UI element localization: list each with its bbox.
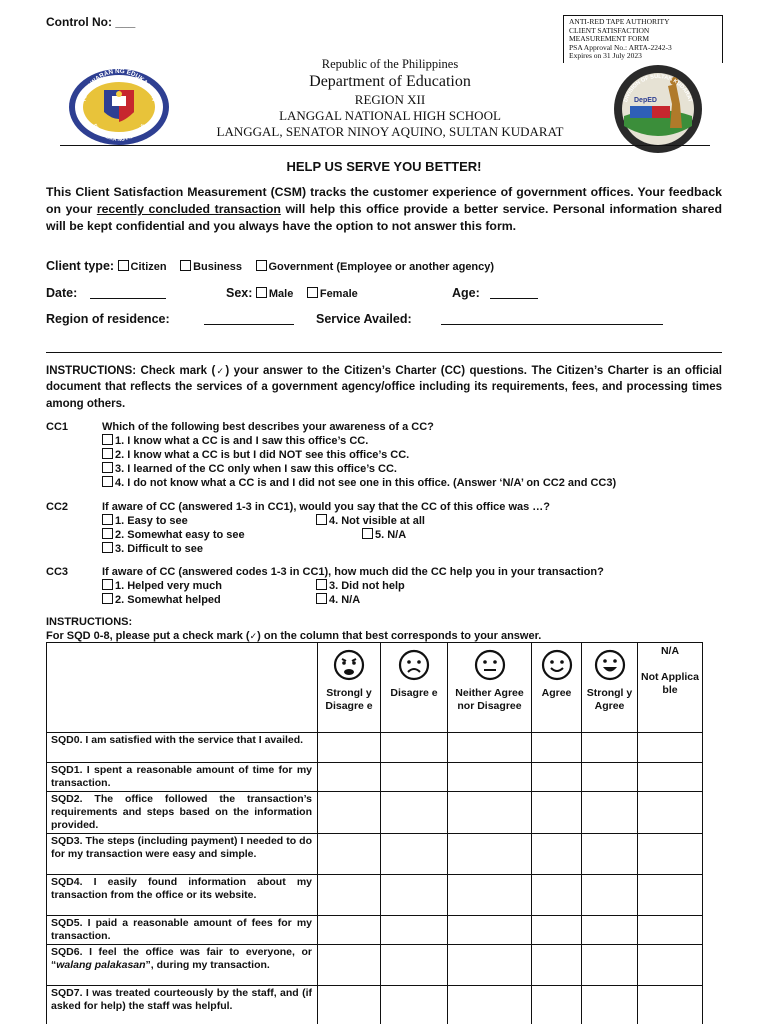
sqd4-neutral-cell[interactable]: [448, 875, 532, 916]
sqd0-strongly-disagree-cell[interactable]: [318, 733, 381, 763]
intro-underlined: recently concluded transaction: [96, 201, 281, 216]
sqd1-question: SQD1. I spent a reasonable amount of time for my transaction.: [47, 763, 318, 792]
female-label: Female: [319, 288, 358, 300]
cc2-option-4-checkbox[interactable]: [316, 514, 327, 525]
col-label-na: N/A Not Applica ble: [641, 645, 699, 696]
left-seal-top-text: KAGAWARAN NG EDUKASYON: [80, 68, 158, 102]
region-label: Region of residence:: [46, 312, 170, 326]
sqd6-strongly-agree-cell[interactable]: [582, 945, 638, 986]
sqd3-strongly-agree-cell[interactable]: [582, 834, 638, 875]
form-title: HELP US SERVE YOU BETTER!: [286, 159, 482, 174]
cc3-option-2-checkbox[interactable]: [102, 593, 113, 604]
sqd3-question: SQD3. The steps (including payment) I needed to do for my transaction were easy and simple.: [47, 834, 318, 875]
cc3-option-3-label: 3. Did not help: [329, 580, 405, 592]
cc2-question: If aware of CC (answered 1-3 in CC1), would you say that the CC of this office was …?: [102, 501, 551, 513]
agree-face-icon: [541, 649, 573, 681]
cc2-option-2: [102, 528, 245, 542]
sqd5-neutral-cell[interactable]: [448, 916, 532, 945]
sqd2-neutral-cell[interactable]: [448, 792, 532, 834]
cc-instr-text-2: ) your answer to the Citizen’s Charter (CC) questions. The Citizen’s Charter is an official document that reflects the services of a government agency/office including its requirements, fees, and processing times among others.: [46, 365, 722, 410]
sqd5-strongly-disagree-cell[interactable]: [318, 916, 381, 945]
col-label-disagree: Disagre e: [390, 687, 438, 699]
sqd6-disagree-cell[interactable]: [381, 945, 448, 986]
sqd4-strongly-agree-cell[interactable]: [582, 875, 638, 916]
sqd5-agree-cell[interactable]: [532, 916, 582, 945]
address-line: LANGGAL, SENATOR NINOY AQUINO, SULTAN KUDARAT: [216, 124, 564, 139]
cc2-option-1: [102, 514, 188, 528]
header-divider: [60, 145, 710, 146]
letterhead: [180, 57, 600, 140]
government-checkbox[interactable]: [256, 260, 267, 271]
cc2-option-3: [102, 542, 203, 556]
sqd7-agree-cell[interactable]: [532, 986, 582, 1024]
intro-text-1: This Client Satisfaction Measurement (CSM) tracks the customer experience of government offices. Your feedback on your: [46, 185, 722, 216]
sqd1-strongly-disagree-cell[interactable]: [318, 763, 381, 792]
cc3-option-2-label: 2. Somewhat helped: [115, 594, 221, 606]
cc2-option-4: [316, 514, 425, 528]
sqd6-agree-cell[interactable]: [532, 945, 582, 986]
cc3-option-3-checkbox[interactable]: [316, 579, 327, 590]
sqd4-question: SQD4. I easily found information about my transaction from the office or its website.: [47, 875, 318, 916]
arta-line-3: MEASUREMENT FORM: [569, 34, 650, 44]
sqd3-neutral-cell[interactable]: [448, 834, 532, 875]
cc3-option-4-label: 4. N/A: [329, 594, 361, 606]
cc2-option-4-label: 4. Not visible at all: [329, 515, 425, 527]
age-field[interactable]: [490, 287, 538, 299]
sqd5-na-cell[interactable]: [638, 916, 703, 945]
client-type-row: [46, 259, 494, 273]
sqd0-disagree-cell[interactable]: [381, 733, 448, 763]
service-field[interactable]: [441, 313, 663, 325]
cc-instructions: [46, 363, 722, 412]
sqd6-neutral-cell[interactable]: [448, 945, 532, 986]
sqd7-na-cell[interactable]: [638, 986, 703, 1024]
control-number: Control No: ___: [46, 15, 136, 29]
sqd-header-row: [47, 643, 703, 733]
cc2-option-2-checkbox[interactable]: [102, 528, 113, 539]
sqd0-na-cell[interactable]: [638, 733, 703, 763]
sqd5-question: SQD5. I paid a reasonable amount of fees for my transaction.: [47, 916, 318, 945]
cc1-option-2-checkbox[interactable]: [102, 448, 113, 459]
sqd4-na-cell[interactable]: [638, 875, 703, 916]
sqd4-disagree-cell[interactable]: [381, 875, 448, 916]
sqd-header-blank: [47, 643, 318, 733]
division-seal-icon: [612, 64, 704, 154]
cc1-question: Which of the following best describes your awareness of a CC?: [102, 421, 434, 433]
male-checkbox[interactable]: [256, 287, 267, 298]
sqd7-question: SQD7. I was treated courteously by the staff, and (if asked for help) the staff was helpful.: [47, 986, 318, 1024]
cc1-option-1-label: 1. I know what a CC is and I saw this office’s CC.: [115, 435, 369, 447]
female-checkbox[interactable]: [307, 287, 318, 298]
sqd1-strongly-agree-cell[interactable]: [582, 763, 638, 792]
sqd2-strongly-disagree-cell[interactable]: [318, 792, 381, 834]
cc3-question: If aware of CC (answered codes 1-3 in CC1), how much did the CC help you in your transaction?: [102, 566, 604, 578]
cc1-option-3-checkbox[interactable]: [102, 462, 113, 473]
government-label: Government (Employee or another agency): [268, 261, 495, 273]
cc3-code: CC3: [46, 566, 69, 578]
republic-line: Republic of the Philippines: [321, 57, 459, 71]
cc3-option-1: [102, 579, 222, 593]
sqd1-neutral-cell[interactable]: [448, 763, 532, 792]
cc1-option-3-label: 3. I learned of the CC only when I saw this office’s CC.: [115, 463, 397, 475]
arta-form-box: [563, 15, 723, 63]
intro-paragraph: [46, 184, 722, 234]
cc2-option-3-checkbox[interactable]: [102, 542, 113, 553]
sqd-instr-label: INSTRUCTIONS:: [46, 616, 133, 628]
sqd7-strongly-agree-cell[interactable]: [582, 986, 638, 1024]
cc1-option-1: [102, 434, 368, 448]
sqd1-agree-cell[interactable]: [532, 763, 582, 792]
intro-text-2: will help this office provide a better service. Personal information shared will be kept confidential and you always have the option to not answer this form.: [46, 201, 722, 233]
age-label: Age:: [452, 286, 480, 300]
department-line: Department of Education: [309, 73, 471, 90]
cc1-option-1-checkbox[interactable]: [102, 434, 113, 445]
sqd3-agree-cell[interactable]: [532, 834, 582, 875]
sqd2-na-cell[interactable]: [638, 792, 703, 834]
cc2-option-5-label: 5. N/A: [375, 529, 407, 541]
sqd-instr-text-2: ) on the column that best corresponds to your answer.: [257, 630, 542, 642]
table-row: [47, 986, 703, 1024]
strongly-agree-face-icon: [594, 649, 626, 681]
section-divider: [46, 352, 722, 353]
sqd2-strongly-agree-cell[interactable]: [582, 792, 638, 834]
cc3-option-3: [316, 579, 405, 593]
arta-line-4: PSA Approval No.: ARTA-2242-3: [569, 42, 672, 52]
right-seal-badge: DepED: [634, 97, 657, 104]
cc1-option-3: [102, 462, 397, 476]
sqd2-question: SQD2. The office followed the transaction’s requirements and steps based on the information provided.: [47, 792, 318, 834]
sqd5-disagree-cell[interactable]: [381, 916, 448, 945]
cc3-option-1-checkbox[interactable]: [102, 579, 113, 590]
col-agree: [532, 643, 582, 733]
table-row: [47, 792, 703, 834]
cc3-option-2: [102, 593, 221, 607]
cc1-code: CC1: [46, 421, 69, 433]
col-strongly-agree: [582, 643, 638, 733]
table-row: [47, 733, 703, 763]
table-row: [47, 834, 703, 875]
cc-instr-text-1: Check mark (: [136, 365, 216, 377]
sqd3-na-cell[interactable]: [638, 834, 703, 875]
cc2-option-5-checkbox[interactable]: [362, 528, 373, 539]
sqd0-strongly-agree-cell[interactable]: [582, 733, 638, 763]
cc2-code: CC2: [46, 501, 69, 513]
sqd-instr-text-1: For SQD 0-8, please put a check mark (: [46, 630, 250, 642]
sqd0-question: SQD0. I am satisfied with the service that I availed.: [47, 733, 318, 763]
region-field[interactable]: [204, 313, 294, 325]
sqd0-neutral-cell[interactable]: [448, 733, 532, 763]
cc1-option-4-label: 4. I do not know what a CC is and I did not see one in this office. (Answer ‘N/A’ on CC2 and CC3): [115, 477, 617, 489]
sqd1-disagree-cell[interactable]: [381, 763, 448, 792]
cc1-option-2-label: 2. I know what a CC is but I did NOT see this office’s CC.: [115, 449, 410, 461]
left-seal-bottom-text: REPUBLIKA NG PILIPINAS: [91, 123, 147, 144]
cc3-option-1-label: 1. Helped very much: [115, 580, 222, 592]
sqd6-strongly-disagree-cell[interactable]: [318, 945, 381, 986]
sqd2-agree-cell[interactable]: [532, 792, 582, 834]
sqd-table: [46, 642, 703, 1024]
cc2-option-1-label: 1. Easy to see: [115, 515, 188, 527]
sqd3-strongly-disagree-cell[interactable]: [318, 834, 381, 875]
client-type-label: Client type:: [46, 259, 115, 273]
sqd6-question: SQD6. I feel the office was fair to everyone, or “walang palakasan”, during my transaction.: [47, 945, 318, 986]
school-line: LANGGAL NATIONAL HIGH SCHOOL: [279, 108, 501, 123]
table-row: [47, 945, 703, 986]
table-row: [47, 875, 703, 916]
sqd-check-mark-icon: ✓: [249, 631, 258, 641]
sqd5-strongly-agree-cell[interactable]: [582, 916, 638, 945]
citizen-checkbox[interactable]: [118, 260, 129, 271]
male-label: Male: [268, 288, 294, 300]
col-label-neutral: Neither Agree nor Disagree: [455, 687, 524, 712]
disagree-face-icon: [398, 649, 430, 681]
sqd3-disagree-cell[interactable]: [381, 834, 448, 875]
cc2-option-2-label: 2. Somewhat easy to see: [115, 529, 245, 541]
cc3-option-4: [316, 593, 360, 607]
sqd7-disagree-cell[interactable]: [381, 986, 448, 1024]
cc3-option-4-checkbox[interactable]: [316, 593, 327, 604]
deped-seal-icon: [68, 68, 170, 146]
cc1-option-4-checkbox[interactable]: [102, 476, 113, 487]
sex-row: [226, 286, 358, 300]
sqd7-strongly-disagree-cell[interactable]: [318, 986, 381, 1024]
neutral-face-icon: [474, 649, 506, 681]
cc1-option-4: [102, 476, 616, 490]
sqd2-disagree-cell[interactable]: [381, 792, 448, 834]
cc-instr-label: INSTRUCTIONS:: [46, 365, 137, 377]
sqd-instructions: [46, 629, 541, 643]
cc2-option-3-label: 3. Difficult to see: [115, 543, 204, 555]
right-seal-top-text: DIVISION OF SULTAN KUDARAT: [623, 73, 693, 103]
date-label: Date:: [46, 286, 78, 300]
sqd0-agree-cell[interactable]: [532, 733, 582, 763]
sqd6-na-cell[interactable]: [638, 945, 703, 986]
region-line: REGION XII: [354, 92, 426, 107]
sqd4-agree-cell[interactable]: [532, 875, 582, 916]
business-checkbox[interactable]: [180, 260, 191, 271]
sqd7-neutral-cell[interactable]: [448, 986, 532, 1024]
date-field[interactable]: [90, 287, 166, 299]
arta-line-5: Expires on 31 July 2023: [569, 51, 642, 61]
cc2-option-5: [362, 528, 406, 542]
check-mark-icon: ✓: [215, 366, 226, 376]
col-neutral: [448, 643, 532, 733]
col-label-agree: Agree: [541, 687, 572, 699]
service-label: Service Availed:: [316, 312, 412, 326]
citizen-label: Citizen: [130, 261, 167, 273]
table-row: [47, 763, 703, 792]
col-disagree: [381, 643, 448, 733]
col-not-applicable: [638, 643, 703, 733]
cc1-option-2: [102, 448, 409, 462]
business-label: Business: [193, 261, 243, 273]
col-strongly-disagree: [318, 643, 381, 733]
col-label-strongly-agree: Strongl y Agree: [586, 687, 633, 712]
strongly-disagree-face-icon: [333, 649, 365, 681]
sex-label: Sex:: [226, 286, 253, 300]
arta-line-2: CLIENT SATISFACTION: [569, 25, 650, 35]
sqd4-strongly-disagree-cell[interactable]: [318, 875, 381, 916]
col-label-strongly-disagree: Strongl y Disagre e: [325, 687, 373, 712]
table-row: [47, 916, 703, 945]
sqd1-na-cell[interactable]: [638, 763, 703, 792]
cc2-option-1-checkbox[interactable]: [102, 514, 113, 525]
arta-line-1: ANTI-RED TAPE AUTHORITY: [569, 17, 670, 26]
